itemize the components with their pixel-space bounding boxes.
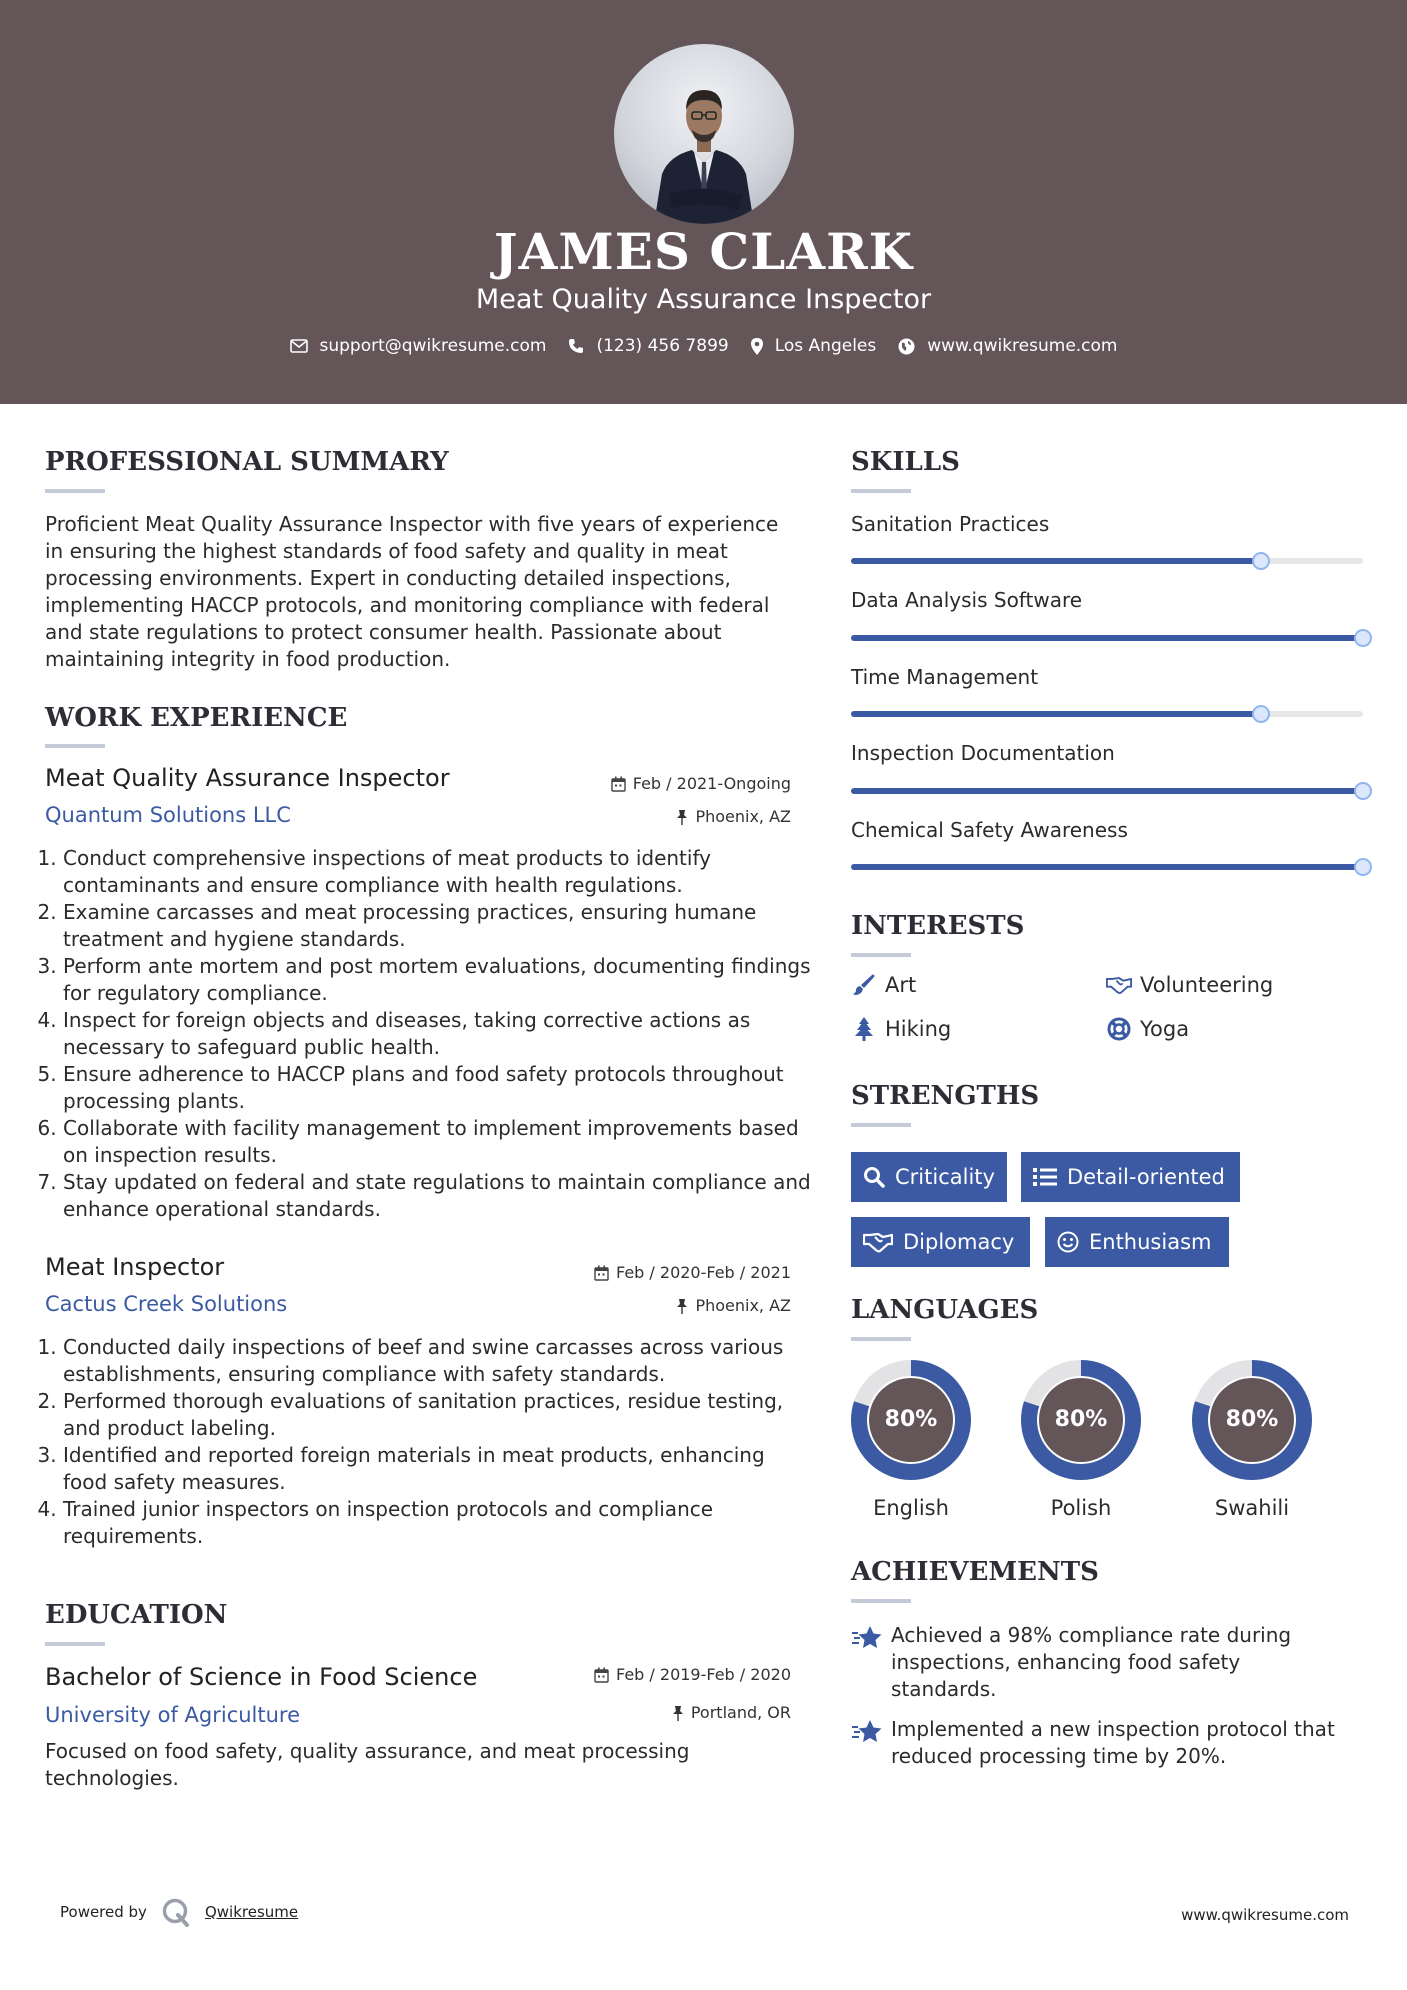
contact-website[interactable] xyxy=(898,336,1117,356)
dates-text: Feb / 2019-Feb / 2020 xyxy=(616,1665,791,1684)
interest-item xyxy=(1106,1017,1189,1041)
strength-badge xyxy=(851,1217,1030,1267)
list-item: 7. Stay updated on federal and state regulations to maintain compliance and enhance operational standards. xyxy=(63,1169,813,1223)
footer-website[interactable]: www.qwikresume.com xyxy=(1181,1906,1349,1924)
achievement-item xyxy=(851,1622,1351,1703)
job-location xyxy=(676,1296,791,1315)
education-location xyxy=(672,1703,791,1722)
resume-header xyxy=(0,0,1407,404)
interest-item xyxy=(1106,973,1273,997)
language-ring xyxy=(1190,1358,1314,1482)
skill-bar-knob xyxy=(1354,629,1372,647)
strength-badge xyxy=(1021,1152,1240,1202)
candidate-name: JAMES CLARK xyxy=(493,222,914,281)
skill-label: Sanitation Practices xyxy=(851,512,1050,536)
contact-email[interactable] xyxy=(290,336,547,356)
skill-bar xyxy=(851,635,1363,641)
company-name: Quantum Solutions LLC xyxy=(45,803,291,827)
strength-label: Enthusiasm xyxy=(1089,1230,1212,1254)
language-percent: 80% xyxy=(1225,1407,1279,1432)
contact-phone[interactable] xyxy=(568,336,728,356)
language-percent: 80% xyxy=(884,1407,938,1432)
strengths-heading: STRENGTHS xyxy=(851,1081,1040,1111)
skill-bar xyxy=(851,788,1363,794)
language-percent: 80% xyxy=(1054,1407,1108,1432)
achievement-text: Implemented a new inspection protocol that reduced processing time by 20%. xyxy=(891,1717,1335,1768)
calendar-icon xyxy=(594,1667,609,1683)
job-title: Meat Quality Assurance Inspector xyxy=(45,764,450,792)
strength-badge xyxy=(1045,1217,1229,1267)
achievement-text: Achieved a 98% compliance rate during inspections, enhancing food safety standards. xyxy=(891,1623,1292,1701)
language-item xyxy=(1190,1358,1314,1520)
star-icon xyxy=(851,1622,891,1703)
list-item: 4. Inspect for foreign objects and diseases, taking corrective actions as necessary to safeguard public health. xyxy=(63,1007,813,1061)
section-rule xyxy=(851,953,911,957)
summary-heading: PROFESSIONAL SUMMARY xyxy=(45,447,449,477)
skill-label: Data Analysis Software xyxy=(851,588,1083,612)
section-rule xyxy=(851,489,911,493)
star-icon xyxy=(851,1716,891,1770)
list-item: 5. Ensure adherence to HACCP plans and food safety protocols throughout processing plants. xyxy=(63,1061,813,1115)
strength-label: Diplomacy xyxy=(903,1230,1015,1254)
company-name: Cactus Creek Solutions xyxy=(45,1292,288,1316)
school-name: University of Agriculture xyxy=(45,1703,301,1727)
qwikresume-logo-icon xyxy=(161,1897,191,1927)
skill-bar-knob xyxy=(1354,858,1372,876)
envelope-icon xyxy=(290,339,308,353)
section-rule xyxy=(45,744,105,748)
strength-label: Criticality xyxy=(895,1165,995,1189)
handshake-icon xyxy=(1106,974,1132,996)
lifebuoy-icon xyxy=(1106,1017,1132,1041)
skill-bar xyxy=(851,558,1363,564)
pushpin-icon xyxy=(676,1298,688,1314)
skill-bar-fill xyxy=(851,864,1363,870)
list-item: 2. Examine carcasses and meat processing practices, ensuring humane treatment and hygiene standards. xyxy=(63,899,813,953)
degree-title: Bachelor of Science in Food Science xyxy=(45,1663,478,1691)
list-item: 3. Perform ante mortem and post mortem evaluations, documenting findings for regulatory compliance. xyxy=(63,953,813,1007)
location-text: Phoenix, AZ xyxy=(695,1296,791,1315)
calendar-icon xyxy=(594,1265,609,1281)
list-item: 1. Conduct comprehensive inspections of meat products to identify contaminants and ensure compliance with health regulations. xyxy=(63,845,813,899)
list-item: 4. Trained junior inspectors on inspection protocols and compliance requirements. xyxy=(63,1496,813,1550)
skill-bar-knob xyxy=(1354,782,1372,800)
phone-icon xyxy=(568,338,584,354)
interest-label: Volunteering xyxy=(1140,973,1274,997)
education-dates xyxy=(594,1665,791,1684)
interest-item xyxy=(851,973,916,997)
skill-bar-fill xyxy=(851,711,1261,717)
dates-text: Feb / 2021-Ongoing xyxy=(632,774,791,793)
section-rule xyxy=(851,1599,911,1603)
email-text: support@qwikresume.com xyxy=(319,336,547,356)
achievements-heading: ACHIEVEMENTS xyxy=(851,1557,1099,1587)
phone-text: (123) 456 7899 xyxy=(596,336,729,356)
skill-label: Chemical Safety Awareness xyxy=(851,818,1128,842)
language-name: Polish xyxy=(1050,1496,1112,1520)
job-dates xyxy=(594,1263,791,1282)
job-dates xyxy=(611,774,791,793)
skill-bar-fill xyxy=(851,635,1363,641)
website-text: www.qwikresume.com xyxy=(927,336,1118,356)
language-item xyxy=(1019,1358,1143,1520)
interest-label: Hiking xyxy=(885,1017,952,1041)
language-ring xyxy=(849,1358,973,1482)
job-location xyxy=(676,807,791,826)
dates-text: Feb / 2020-Feb / 2021 xyxy=(616,1263,791,1282)
interests-heading: INTERESTS xyxy=(851,911,1025,941)
candidate-title: Meat Quality Assurance Inspector xyxy=(475,284,932,315)
skill-bar-knob xyxy=(1252,705,1270,723)
language-name: English xyxy=(873,1496,949,1520)
list-item: 2. Performed thorough evaluations of sanitation practices, residue testing, and product labeling. xyxy=(63,1388,813,1442)
duty-list xyxy=(45,1334,813,1550)
contact-location xyxy=(751,336,877,356)
handshake-icon xyxy=(863,1231,893,1253)
powered-by-label: Powered by xyxy=(60,1903,147,1921)
tree-icon xyxy=(851,1017,877,1041)
skill-bar xyxy=(851,864,1363,870)
location-text: Phoenix, AZ xyxy=(695,807,791,826)
footer-powered-by xyxy=(60,1897,298,1927)
section-rule xyxy=(851,1123,911,1127)
strength-label: Detail-oriented xyxy=(1067,1165,1225,1189)
list-item: 6. Collaborate with facility management to implement improvements based on inspection results. xyxy=(63,1115,813,1169)
interest-item xyxy=(851,1017,951,1041)
education-description: Focused on food safety, quality assurance, and meat processing technologies. xyxy=(45,1739,690,1790)
education-heading: EDUCATION xyxy=(45,1600,228,1630)
language-ring xyxy=(1019,1358,1143,1482)
list-item: 3. Identified and reported foreign materials in meat products, enhancing food safety measures. xyxy=(63,1442,813,1496)
job-title: Meat Inspector xyxy=(45,1253,225,1281)
skills-heading: SKILLS xyxy=(851,447,960,477)
skill-label: Inspection Documentation xyxy=(851,741,1115,765)
duty-list xyxy=(45,845,813,1223)
interest-label: Art xyxy=(885,973,917,997)
skill-bar-fill xyxy=(851,558,1261,564)
brand-link[interactable]: Qwikresume xyxy=(204,1903,299,1921)
skill-bar-knob xyxy=(1252,552,1270,570)
list-item: 1. Conducted daily inspections of beef and swine carcasses across various establishments, ensuring compliance with safety standards. xyxy=(63,1334,813,1388)
map-pin-icon xyxy=(751,338,763,355)
paintbrush-icon xyxy=(851,973,877,997)
strength-badge xyxy=(851,1152,1007,1202)
summary-text: Proficient Meat Quality Assurance Inspector with five years of experience in ensuring the highest standards of food safety and quality in meat processing environments. Expert in conducting detailed inspections, implementing HACCP protocols, and monitoring compliance with federal and state regulations to protect consumer health. Passionate about maintaining integrity in food production. xyxy=(45,512,779,671)
interest-label: Yoga xyxy=(1140,1017,1190,1041)
experience-heading: WORK EXPERIENCE xyxy=(45,703,348,733)
globe-icon xyxy=(898,338,915,355)
search-icon xyxy=(863,1166,885,1188)
location-text: Los Angeles xyxy=(774,336,877,356)
language-name: Swahili xyxy=(1214,1496,1290,1520)
languages-heading: LANGUAGES xyxy=(851,1295,1039,1325)
profile-photo xyxy=(614,44,794,224)
language-item xyxy=(849,1358,973,1520)
list-icon xyxy=(1033,1167,1057,1187)
skill-label: Time Management xyxy=(851,665,1039,689)
section-rule xyxy=(45,489,105,493)
location-text: Portland, OR xyxy=(690,1703,791,1722)
skill-bar xyxy=(851,711,1363,717)
contact-bar xyxy=(0,336,1407,356)
pushpin-icon xyxy=(672,1705,684,1721)
skill-bar-fill xyxy=(851,788,1363,794)
achievement-item xyxy=(851,1716,1351,1770)
smile-icon xyxy=(1057,1231,1079,1253)
section-rule xyxy=(851,1337,911,1341)
calendar-icon xyxy=(611,776,626,792)
section-rule xyxy=(45,1642,105,1646)
pushpin-icon xyxy=(676,809,688,825)
